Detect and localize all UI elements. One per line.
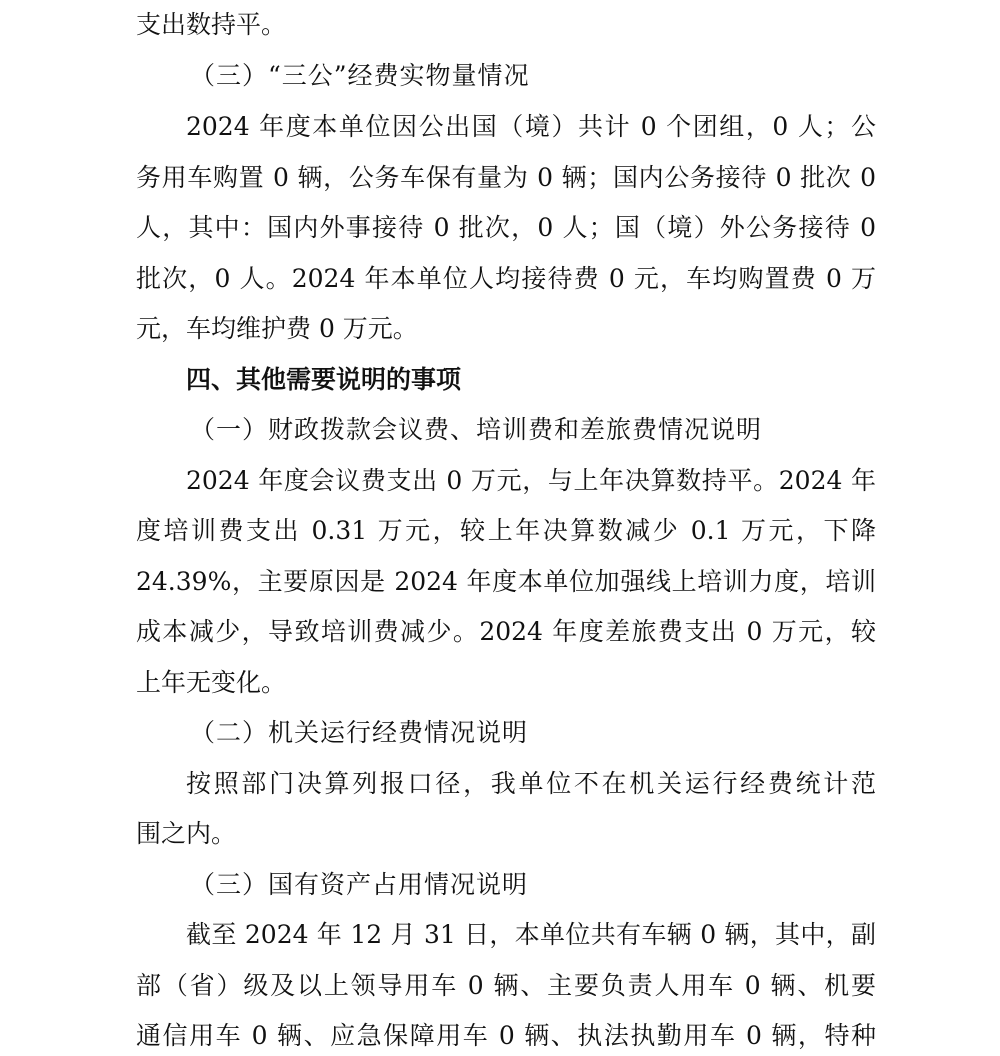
section-heading-sangong-quantity: （三）“三公”经费实物量情况	[190, 61, 530, 90]
paragraph-line: 务用车购置 0 辆，公务车保有量为 0 辆；国内公务接待 0 批次 0	[136, 163, 876, 192]
paragraph-line: 人，其中：国内外事接待 0 批次，0 人；国（境）外公务接待 0	[136, 213, 876, 242]
paragraph-line: 围之内。	[136, 819, 237, 848]
section-heading-other-matters: 四、其他需要说明的事项	[186, 365, 462, 394]
paragraph-line: 支出数持平。	[136, 10, 287, 39]
paragraph-line: 截至 2024 年 12 月 31 日，本单位共有车辆 0 辆，其中，副	[186, 920, 876, 949]
subsection-heading-meeting-training-travel: （一）财政拨款会议费、培训费和差旅费情况说明	[190, 415, 763, 444]
subsection-heading-operating-expenses: （二）机关运行经费情况说明	[190, 718, 529, 747]
paragraph-line: 2024 年度本单位因公出国（境）共计 0 个团组，0 人；公	[186, 112, 876, 141]
paragraph-line: 2024 年度会议费支出 0 万元，与上年决算数持平。2024 年	[186, 466, 876, 495]
paragraph-line: 批次，0 人。2024 年本单位人均接待费 0 元，车均购置费 0 万	[136, 264, 876, 293]
paragraph-line: 元，车均维护费 0 万元。	[136, 314, 418, 343]
paragraph-line: 成本减少，导致培训费减少。2024 年度差旅费支出 0 万元，较	[136, 617, 876, 646]
paragraph-line: 度培训费支出 0.31 万元，较上年决算数减少 0.1 万元，下降	[136, 516, 876, 545]
paragraph-line: 部（省）级及以上领导用车 0 辆、主要负责人用车 0 辆、机要	[136, 971, 876, 1000]
subsection-heading-state-assets: （三）国有资产占用情况说明	[190, 870, 529, 899]
paragraph-line: 按照部门决算列报口径，我单位不在机关运行经费统计范	[186, 769, 876, 798]
paragraph-line: 通信用车 0 辆、应急保障用车 0 辆、执法执勤用车 0 辆，特种	[136, 1021, 876, 1050]
paragraph-line: 24.39%，主要原因是 2024 年度本单位加强线上培训力度，培训	[136, 567, 876, 596]
paragraph-line: 上年无变化。	[136, 668, 287, 697]
